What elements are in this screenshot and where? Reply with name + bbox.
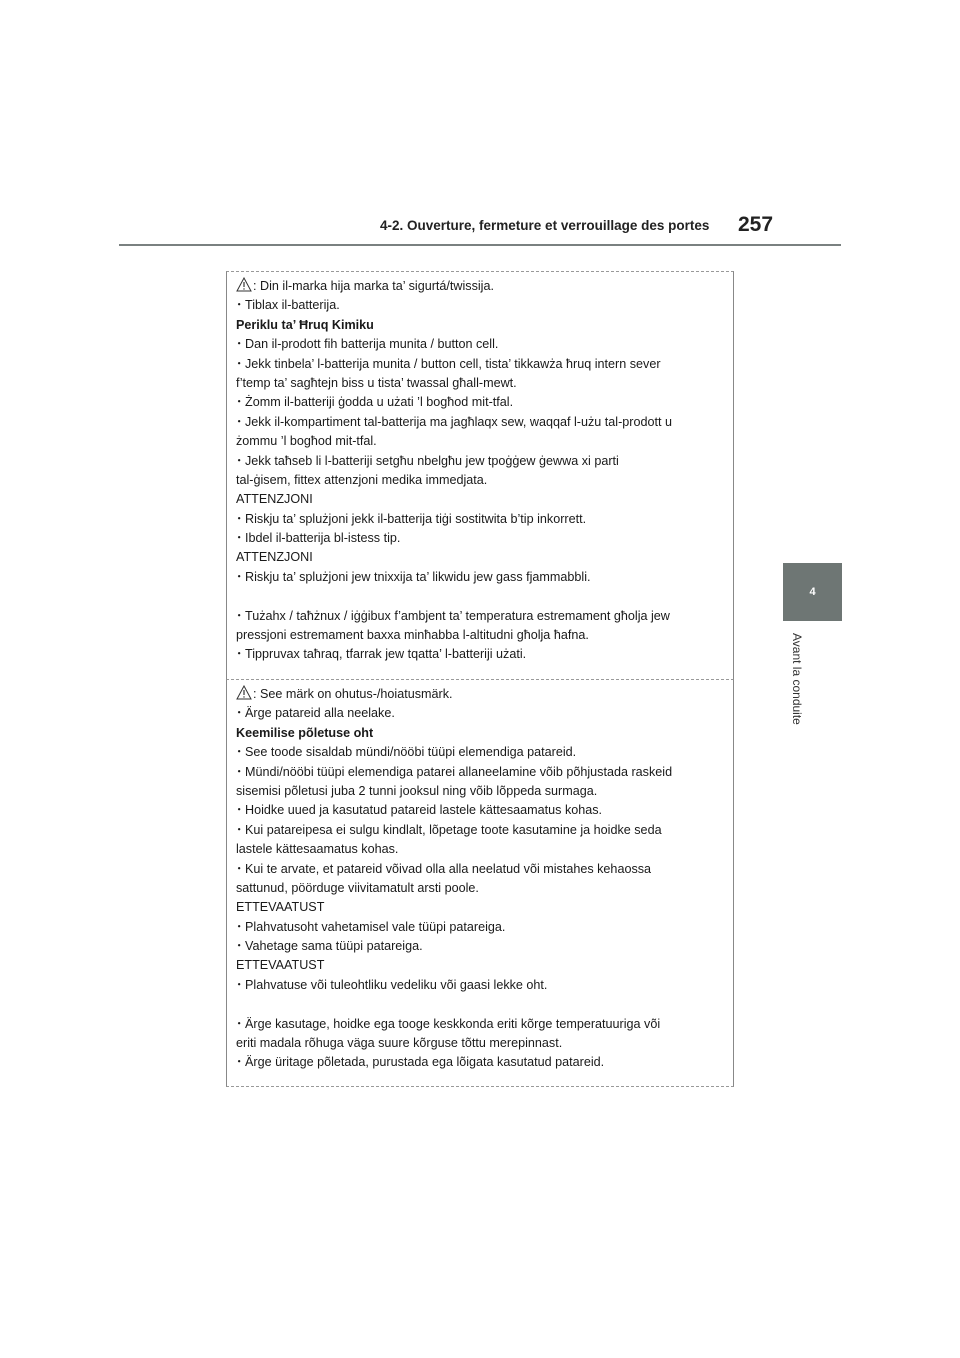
list-item-continued: tal-ġisem, fittex attenzjoni medika immedjata. bbox=[236, 472, 488, 487]
list-item: ･ Jekk taħseb li l-batteriji setgħu nbelgħu jew tpoġġew ġewwa xi parti bbox=[236, 453, 619, 468]
list-item: ･ Plahvatusoht vahetamisel vale tüüpi patareiga. bbox=[236, 919, 506, 934]
warning-heading: ATTENZJONI bbox=[236, 492, 313, 507]
warning-heading: ATTENZJONI bbox=[236, 550, 313, 565]
list-item: ･ Riskju ta’ splużjoni jew tnixxija ta’ likwidu jew gass fjammabbli. bbox=[236, 569, 591, 584]
list-item-continued: sattunud, pöörduge viivitamatult arsti poole. bbox=[236, 880, 479, 895]
list-item: ･ Plahvatuse või tuleohtliku vedeliku või gaasi lekke oht. bbox=[236, 977, 548, 992]
header-rule bbox=[119, 244, 841, 246]
list-item: ･ Riskju ta’ splużjoni jekk il-batterija tiġi sostitwita b’tip inkorrett. bbox=[236, 511, 587, 526]
list-item: ･ Vahetage sama tüüpi patareiga. bbox=[236, 939, 423, 954]
list-item-continued: lastele kättesaamatus kohas. bbox=[236, 842, 399, 857]
list-item: ･ Jekk il-kompartiment tal-batterija ma jagħlaqx sew, waqqaf l-użu tal-prodott u bbox=[236, 414, 672, 429]
list-item: ･ Tużahx / taħżnux / iġġibux f’ambjent ta’ temperatura estremament għolja jew bbox=[236, 608, 670, 623]
list-item-continued: eriti madala rõhuga väga suure kõrguse tõttu merepinnast. bbox=[236, 1036, 563, 1051]
warning-box-maltese bbox=[226, 271, 734, 679]
list-item: ･ Ibdel il-batterija bl-istess tip. bbox=[236, 531, 401, 546]
list-item: ･ Kui patareipesa ei sulgu kindlalt, lõpetage toote kasutamine ja hoidke seda bbox=[236, 822, 662, 837]
list-item-continued: pressjoni estremament baxxa minħabba l-altitudni għolja ħafna. bbox=[236, 628, 589, 643]
list-item-continued: f’temp ta’ sagħtejn biss u tista’ twassal għall-mewt. bbox=[236, 375, 517, 390]
spacer bbox=[236, 995, 725, 1014]
list-item: ･ Tiblax il-batterija. bbox=[236, 298, 340, 313]
list-item: ･ Ärge patareid alla neelake. bbox=[236, 706, 395, 721]
list-item: ･ Kui te arvate, et patareid võivad olla alla neelatud või mistahes kehaossa bbox=[236, 861, 652, 876]
warning-triangle-icon bbox=[236, 277, 252, 292]
warning-intro: : Din il-marka hija marka ta’ sigurtá/twissija. bbox=[236, 277, 725, 296]
list-item-continued: żommu ’l bogħod mit-tfal. bbox=[236, 434, 377, 449]
warning-heading: ETTEVAATUST bbox=[236, 900, 325, 915]
list-item: ･ Jekk tinbela’ l-batterija munita / button cell, tista’ tikkawża ħruq intern sever bbox=[236, 356, 661, 371]
list-item: ･ Dan il-prodott fih batterija munita / button cell. bbox=[236, 337, 499, 352]
warning-heading: ETTEVAATUST bbox=[236, 958, 325, 973]
warning-triangle-icon bbox=[236, 685, 252, 700]
list-item: ･ Ärge kasutage, hoidke ega tooge keskkonda eriti kõrge temperatuuriga või bbox=[236, 1016, 661, 1031]
list-item: ･ Tippruvax taħraq, tfarrak jew tqatta’ l-batteriji użati. bbox=[236, 647, 527, 662]
list-item: ･ Żomm il-batteriji ġodda u użati ’l bogħod mit-tfal. bbox=[236, 395, 514, 410]
warning-intro: : See märk on ohutus-/hoiatusmärk. bbox=[236, 685, 725, 704]
section-title: 4-2. Ouverture, fermeture et verrouillage des portes bbox=[380, 218, 710, 233]
warning-heading: Periklu ta’ Ħruq Kimiku bbox=[236, 317, 374, 332]
chapter-tab bbox=[783, 563, 842, 621]
chapter-number: 4 bbox=[809, 586, 816, 598]
chapter-label: Avant la conduite bbox=[790, 633, 804, 725]
page-number: 257 bbox=[738, 213, 774, 236]
list-item: ･ Hoidke uued ja kasutatud patareid lastele kättesaamatus kohas. bbox=[236, 803, 603, 818]
list-item: ･ Ärge üritage põletada, purustada ega lõigata kasutatud patareid. bbox=[236, 1055, 605, 1070]
list-item: ･ See toode sisaldab mündi/nööbi tüüpi elemendiga patareid. bbox=[236, 745, 577, 760]
spacer bbox=[236, 587, 725, 606]
warning-heading: Keemilise põletuse oht bbox=[236, 725, 374, 740]
warning-box-estonian bbox=[226, 679, 734, 1087]
list-item: ･ Mündi/nööbi tüüpi elemendiga patarei allaneelamine võib põhjustada raskeid bbox=[236, 764, 673, 779]
list-item-continued: sisemisi põletusi juba 2 tunni jooksul ning võib lõppeda surmaga. bbox=[236, 783, 598, 798]
